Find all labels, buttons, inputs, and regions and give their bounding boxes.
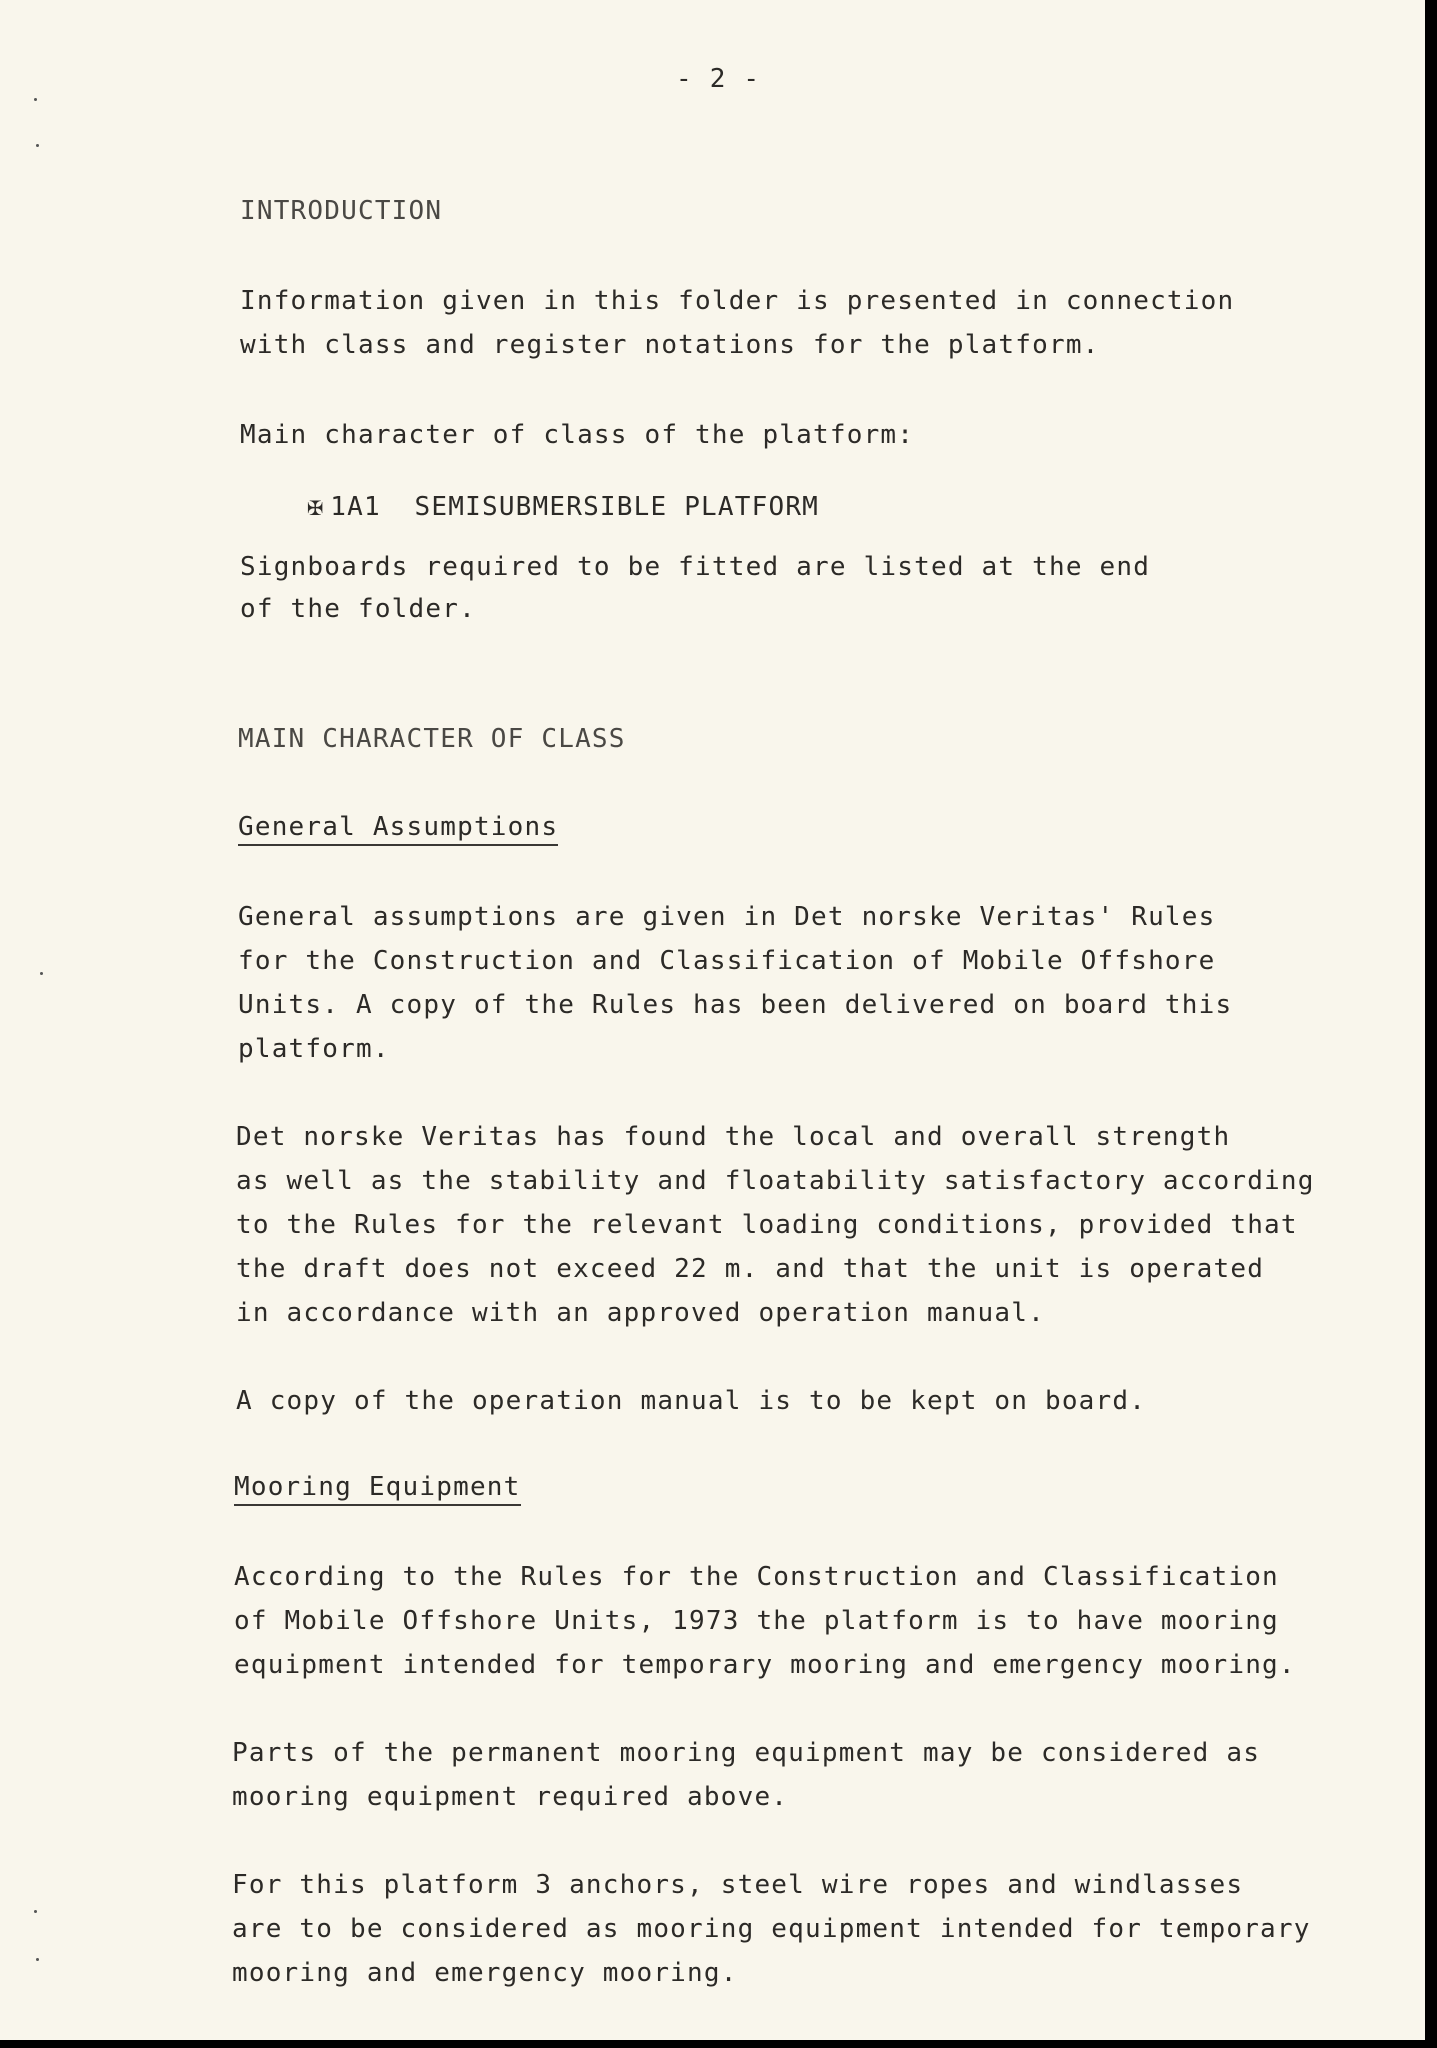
mooring-para1-line3: equipment intended for temporary mooring and emergency mooring. [234, 1650, 1296, 1680]
mooring-para3-line3: mooring and emergency mooring. [232, 1958, 738, 1988]
section-heading-main-character: MAIN CHARACTER OF CLASS [238, 724, 626, 754]
general-para2-line4: the draft does not exceed 22 m. and that the unit is operated [236, 1254, 1265, 1284]
maltese-cross-icon: ✠ [307, 492, 325, 522]
mooring-para1-line2: of Mobile Offshore Units, 1973 the platform is to have mooring [234, 1606, 1279, 1636]
mooring-para1-line1: According to the Rules for the Construction and Classification [234, 1562, 1279, 1592]
section-heading-introduction: INTRODUCTION [240, 196, 443, 226]
general-para1-line1: General assumptions are given in Det norske Veritas' Rules [238, 902, 1216, 932]
main-character-label: Main character of class of the platform: [240, 420, 915, 450]
intro-para2-line2: of the folder. [240, 594, 476, 624]
scan-mark [36, 144, 39, 147]
scan-mark [40, 972, 43, 975]
general-para3-line1: A copy of the operation manual is to be kept on board. [236, 1386, 1147, 1416]
intro-para1-line1: Information given in this folder is presented in connection [240, 286, 1235, 316]
mooring-para2-line2: mooring equipment required above. [232, 1782, 789, 1812]
subheading-general-assumptions [238, 812, 558, 842]
scan-mark [34, 98, 37, 101]
general-para2-line3: to the Rules for the relevant loading conditions, provided that [236, 1210, 1298, 1240]
mooring-para2-line1: Parts of the permanent mooring equipment may be considered as [232, 1738, 1261, 1768]
class-notation-line [240, 462, 819, 552]
general-para2-line2: as well as the stability and floatability satisfactory according [236, 1166, 1315, 1196]
general-para1-line2: for the Construction and Classification of Mobile Offshore [238, 946, 1216, 976]
scan-mark [36, 1958, 39, 1961]
general-para1-line4: platform. [238, 1034, 390, 1064]
intro-para2-line1: Signboards required to be fitted are listed at the end [240, 552, 1151, 582]
page-number: - 2 - [676, 64, 761, 94]
mooring-para3-line1: For this platform 3 anchors, steel wire ropes and windlasses [232, 1870, 1244, 1900]
general-para2-line1: Det norske Veritas has found the local and overall strength [236, 1122, 1231, 1152]
subheading-general-assumptions-text: General Assumptions [238, 812, 558, 846]
general-para1-line3: Units. A copy of the Rules has been delivered on board this [238, 990, 1233, 1020]
scan-mark [34, 1910, 37, 1913]
class-notation: 1A1 SEMISUBMERSIBLE PLATFORM [330, 492, 820, 522]
intro-para1-line2: with class and register notations for the platform. [240, 330, 1100, 360]
general-para2-line5: in accordance with an approved operation manual. [236, 1298, 1045, 1328]
subheading-mooring-equipment-text: Mooring Equipment [234, 1472, 521, 1506]
mooring-para3-line2: are to be considered as mooring equipment intended for temporary [232, 1914, 1311, 1944]
subheading-mooring-equipment [234, 1472, 521, 1502]
